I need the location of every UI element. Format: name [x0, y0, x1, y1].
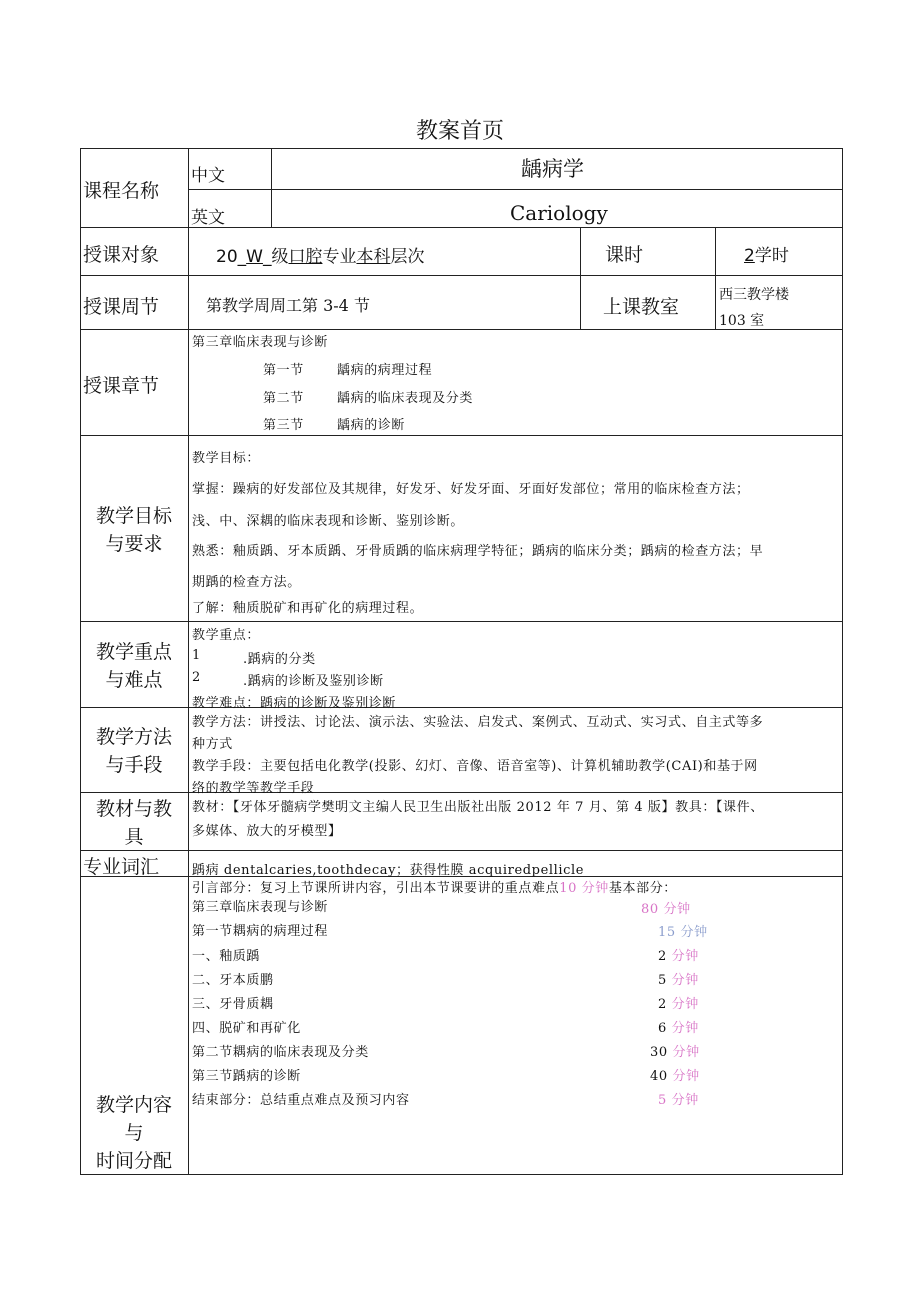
keypoint-text: .踽病的诊断及鉴别诊断: [243, 674, 384, 689]
content-intro-text: 引言部分：复习上节课所讲内容，引出本节课要讲的重点难点: [192, 881, 560, 896]
keypoints-label: [80, 638, 188, 694]
content-row-text: 一、釉质踽: [192, 949, 261, 964]
chapter-section-title: 龋病的临床表现及分类: [337, 391, 474, 406]
room-line-1: 西三教学楼: [719, 287, 789, 303]
content-row-num: 5: [658, 1093, 667, 1108]
row-divider: [80, 850, 843, 851]
audience-grade: 级: [271, 247, 289, 267]
chapter-section-title: 龋病的病理过程: [337, 363, 433, 378]
keypoints-label-line-2: 与难点: [105, 669, 163, 691]
content-row-num: 30: [650, 1045, 668, 1060]
goals-line: 了解：釉质脱矿和再矿化的病理过程。: [192, 601, 424, 616]
content-row-text: 第三节踽病的诊断: [192, 1069, 301, 1084]
keypoint-text: .踽病的分类: [243, 652, 316, 667]
content-label: [80, 1091, 188, 1175]
goals-line: 浅、中、深耦的临床表现和诊断、鉴别诊断。: [192, 514, 465, 529]
goals-line: 熟悉：釉质踽、牙本质踽、牙骨质踽的临床病理学特征；踽病的临床分类；踽病的检查方法；早: [192, 544, 764, 559]
methods-line: 种方式: [192, 737, 233, 752]
goals-label-line-2: 与要求: [105, 533, 163, 555]
row-divider: [188, 189, 843, 190]
label-column-divider: [188, 148, 189, 1175]
content-row-time: [658, 993, 699, 1012]
hours-label: 课时: [605, 244, 644, 266]
week-value: 第教学周周工第 3-4 节: [206, 296, 370, 315]
materials-label-line-1: 教材与教: [95, 798, 172, 820]
audience-year: 20_: [216, 247, 247, 267]
content-row-time: [650, 1065, 700, 1084]
goals-label: [80, 502, 188, 558]
content-row-unit: 分钟: [671, 1093, 699, 1108]
hours-num: 2: [744, 246, 755, 266]
content-row-num: 2: [658, 949, 667, 964]
materials-label: [80, 795, 188, 851]
content-row-num: 40: [650, 1069, 668, 1084]
chapter-section-title: 龋病的诊断: [337, 418, 406, 433]
audience-suffix: 层次: [390, 247, 425, 267]
content-row-time: [641, 898, 691, 917]
content-row-num: 5: [658, 973, 667, 988]
course-cn-label: 中文: [191, 166, 225, 186]
methods-line: 教学方法：讲授法、讨论法、演示法、实验法、启发式、案例式、互动式、实习式、自主式等多: [192, 715, 764, 730]
content-row-unit: 分钟: [672, 1045, 700, 1060]
content-label-line-1: 教学内容: [95, 1094, 172, 1116]
keypoints-difficulty: 教学难点：踽病的诊断及鉴别诊断: [192, 696, 397, 711]
content-intro-time: 10 分钟: [559, 881, 609, 896]
content-intro-tail: 基本部分：: [608, 881, 677, 896]
keypoint-num: 2: [192, 670, 201, 685]
content-row-text: 二、牙本质鹏: [192, 973, 274, 988]
content-row-text: 三、牙骨质耦: [192, 997, 274, 1012]
methods-label-line-1: 教学方法: [95, 726, 172, 748]
chapter-section-num: 第二节: [263, 391, 304, 406]
hours-unit: 学时: [754, 246, 789, 266]
chapter-section-num: 第三节: [263, 418, 304, 433]
content-row-time: [658, 1017, 699, 1036]
room-line-2: 103 室: [719, 313, 765, 329]
row-divider: [80, 621, 843, 622]
goals-line: 掌握：躁病的好发部位及其规律，好发牙、好发牙面、牙面好发部位；常用的临床检查方法；: [192, 482, 750, 497]
hours-value-divider: [715, 227, 716, 329]
audience-level: 本科: [356, 247, 391, 267]
course-cn-value: 龋病学: [521, 157, 584, 181]
content-row-unit: 分钟: [671, 949, 699, 964]
goals-line: 期踽的检查方法。: [192, 575, 301, 590]
content-row-text: 第二节耦病的临床表现及分类: [192, 1045, 369, 1060]
audience-value: [216, 242, 424, 267]
audience-zy: 专业: [322, 247, 357, 267]
vocab-value: 踽病 dentalcaries,toothdecay；获得性膜 acquiredpellicle: [192, 863, 585, 878]
hours-value: [744, 241, 789, 266]
keypoint-num: 1: [192, 648, 201, 663]
content-row-text: 四、脱矿和再矿化: [192, 1021, 301, 1036]
audience-sep: _: [262, 247, 272, 267]
course-en-label: 英文: [191, 208, 225, 228]
audience-hours-divider: [580, 227, 581, 329]
room-label: 上课教室: [603, 296, 680, 318]
content-row-num: 80: [641, 902, 659, 917]
content-row-unit: 分钟: [671, 997, 699, 1012]
content-row-unit: 分钟: [680, 925, 708, 940]
content-label-line-2: 与: [124, 1122, 144, 1144]
audience-label: 授课对象: [83, 244, 160, 266]
content-intro: [192, 877, 677, 896]
methods-label: [80, 723, 188, 779]
content-row-num: 2: [658, 997, 667, 1012]
content-row-text: 第一节耦病的病理过程: [192, 924, 329, 939]
materials-line: 教材：【牙体牙髓病学樊明文主编人民卫生出版社出版 2012 年 7 月、第 4 版】教具：【课件、: [192, 800, 764, 815]
course-subcolumn-divider: [271, 148, 272, 227]
methods-line: 教学手段：主要包括电化教学(投影、幻灯、音像、语音室等)、计算机辅助教学(CAI)和基于网: [192, 759, 758, 774]
content-row-time: [658, 969, 699, 988]
week-label: 授课周节: [83, 296, 160, 318]
content-row-time: [658, 1089, 699, 1108]
content-row-time: [658, 921, 708, 940]
content-row-unit: 分钟: [672, 1069, 700, 1084]
content-row-num: 15: [658, 925, 676, 940]
audience-major: 口腔: [288, 247, 323, 267]
materials-line: 多媒体、放大的牙模型】: [192, 824, 342, 839]
content-label-line-3: 时间分配: [95, 1150, 172, 1172]
content-row-time: [650, 1041, 700, 1060]
content-row-unit: 分钟: [663, 902, 691, 917]
materials-label-line-2: 具: [124, 826, 144, 848]
methods-line: 络的教学等教学手段: [192, 781, 315, 796]
keypoints-heading: 教学重点：: [192, 628, 261, 643]
content-row-text: 第三章临床表现与诊断: [192, 900, 329, 915]
chapter-label: 授课章节: [83, 375, 160, 397]
goals-label-line-1: 教学目标: [95, 505, 172, 527]
keypoints-label-line-1: 教学重点: [95, 641, 172, 663]
vocab-label: 专业词汇: [83, 856, 160, 878]
content-row-time: [658, 945, 699, 964]
methods-label-line-2: 与手段: [105, 754, 163, 776]
page-title: 教案首页: [415, 119, 504, 144]
content-row-unit: 分钟: [671, 973, 699, 988]
course-label: 课程名称: [83, 180, 160, 202]
content-row-unit: 分钟: [671, 1021, 699, 1036]
audience-w: W: [246, 247, 263, 267]
course-en-value: Cariology: [510, 201, 608, 225]
row-divider: [80, 435, 843, 436]
content-row-text: 结束部分：总结重点难点及预习内容: [192, 1093, 410, 1108]
chapter-heading: 第三章临床表现与诊断: [192, 335, 329, 350]
chapter-section-num: 第一节: [263, 363, 304, 378]
goals-line: 教学目标：: [192, 451, 261, 466]
row-divider: [80, 275, 843, 276]
content-row-num: 6: [658, 1021, 667, 1036]
